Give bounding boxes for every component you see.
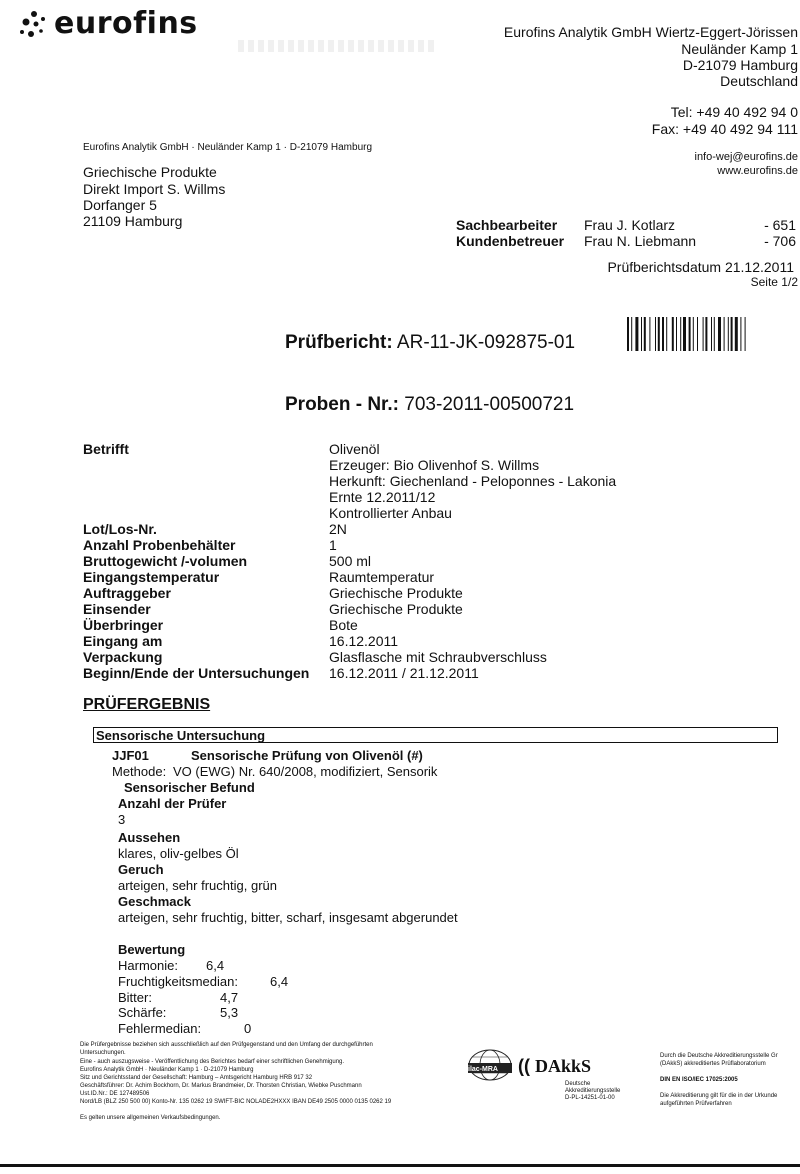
section-box-title: Sensorische Untersuchung bbox=[96, 728, 266, 743]
report-number-value: AR-11-JK-092875-01 bbox=[396, 332, 576, 353]
detail-value: 2N bbox=[329, 521, 347, 537]
recipient-line-2: Direkt Import S. Willms bbox=[83, 181, 226, 197]
sample-number-value: 703-2011-00500721 bbox=[404, 394, 575, 415]
test-code: JJF01 bbox=[112, 748, 149, 763]
bitter-value: 4,7 bbox=[220, 990, 239, 1005]
footer-right-line: aufgeführten Prüfverfahren bbox=[660, 1101, 732, 1107]
footer-line: Eurofins Analytik GmbH · Neuländer Kamp 1 · D-21079 Hamburg bbox=[80, 1067, 254, 1073]
report-number-label: Prüfbericht: bbox=[285, 332, 393, 353]
dakks-line: Deutsche bbox=[565, 1081, 591, 1087]
betrifft-label: Betrifft bbox=[83, 441, 129, 457]
fruchtigkeit-value: 6,4 bbox=[270, 974, 289, 989]
footer-line: Sitz und Gerichtsstand der Gesellschaft: Hamburg – Amtsgericht Hamburg HRB 917 32 bbox=[80, 1075, 313, 1081]
sender-city: D-21079 Hamburg bbox=[682, 57, 798, 73]
report-number bbox=[285, 332, 575, 354]
recipient-line-3: Dorfanger 5 bbox=[83, 197, 157, 213]
fruchtigkeit-label: Fruchtigkeitsmedian: bbox=[118, 974, 238, 989]
footer-line: Untersuchungen. bbox=[80, 1050, 126, 1056]
bewertung-heading: Bewertung bbox=[118, 942, 186, 957]
geruch-value: arteigen, sehr fruchtig, grün bbox=[118, 878, 277, 893]
detail-label: Eingangstemperatur bbox=[83, 569, 220, 585]
fehler-label: Fehlermedian: bbox=[118, 1021, 202, 1036]
schaerfe-label: Schärfe: bbox=[118, 1005, 167, 1020]
detail-label: Bruttogewicht /-volumen bbox=[83, 553, 248, 569]
kundenbetreuer-name: Frau N. Liebmann bbox=[584, 233, 697, 249]
report-date: Prüfberichtsdatum 21.12.2011 bbox=[607, 259, 794, 275]
footer-line: Ust.ID.Nr.: DE 127489506 bbox=[80, 1091, 150, 1097]
geschmack-label: Geschmack bbox=[118, 894, 191, 909]
befund-heading: Sensorischer Befund bbox=[124, 780, 255, 795]
sample-number-label: Proben - Nr.: bbox=[285, 394, 400, 415]
detail-label: Lot/Los-Nr. bbox=[83, 521, 157, 537]
sender-tel: Tel: +49 40 492 94 0 bbox=[670, 104, 798, 120]
betrifft-line: Olivenöl bbox=[329, 441, 380, 457]
sample-number bbox=[285, 394, 574, 416]
detail-value: 500 ml bbox=[329, 553, 372, 569]
sachbearbeiter-name: Frau J. Kotlarz bbox=[584, 217, 676, 233]
dakks-logo bbox=[518, 1056, 591, 1077]
harmonie-label: Harmonie: bbox=[118, 958, 178, 973]
bottom-rule bbox=[0, 1164, 800, 1167]
detail-label: Anzahl Probenbehälter bbox=[83, 537, 236, 553]
betrifft-line: Kontrollierter Anbau bbox=[329, 505, 452, 521]
recipient-line-4: 21109 Hamburg bbox=[83, 213, 183, 229]
method-label: Methode: bbox=[112, 764, 167, 779]
sender-street: Neuländer Kamp 1 bbox=[681, 41, 798, 57]
sachbearbeiter-label: Sachbearbeiter bbox=[456, 217, 558, 233]
dakks-line: D-PL-14251-01-00 bbox=[565, 1095, 615, 1101]
sender-country: Deutschland bbox=[720, 73, 798, 89]
harmonie-value: 6,4 bbox=[206, 958, 225, 973]
detail-value: 16.12.2011 / 21.12.2011 bbox=[329, 665, 479, 681]
detail-value: Bote bbox=[329, 617, 358, 633]
sender-company: Eurofins Analytik GmbH Wiertz-Eggert-Jörissen bbox=[503, 24, 798, 40]
detail-value: 16.12.2011 bbox=[329, 633, 399, 649]
footer-right-iso: DIN EN ISO/IEC 17025:2005 bbox=[660, 1077, 738, 1083]
detail-value: Raumtemperatur bbox=[329, 569, 435, 585]
page-number: Seite 1/2 bbox=[750, 275, 798, 289]
pruefer-label: Anzahl der Prüfer bbox=[118, 796, 227, 811]
detail-label: Einsender bbox=[83, 601, 151, 617]
betrifft-line: Erzeuger: Bio Olivenhof S. Willms bbox=[329, 457, 540, 473]
detail-label: Verpackung bbox=[83, 649, 163, 665]
fehler-value: 0 bbox=[244, 1021, 252, 1036]
detail-label: Auftraggeber bbox=[83, 585, 171, 601]
dakks-wordmark: DAkkS bbox=[535, 1056, 592, 1076]
sender-fax: Fax: +49 40 492 94 111 bbox=[651, 121, 798, 137]
pruefer-value: 3 bbox=[118, 812, 126, 827]
recipient-line-1: Griechische Produkte bbox=[83, 164, 217, 180]
detail-value: Griechische Produkte bbox=[329, 601, 463, 617]
sender-email: info-wej@eurofins.de bbox=[694, 151, 798, 163]
barcode-icon bbox=[627, 317, 785, 351]
test-title-mark: (#) bbox=[407, 748, 423, 763]
test-title bbox=[191, 748, 423, 763]
return-address-line: Eurofins Analytik GmbH · Neuländer Kamp 1 · D-21079 Hamburg bbox=[83, 142, 373, 153]
footer-line: Eine - auch auszugsweise - Veröffentlichung des Berichtes bedarf einer schriftlichen Genehmigung. bbox=[80, 1059, 345, 1065]
method-value: VO (EWG) Nr. 640/2008, modifiziert, Sensorik bbox=[173, 764, 438, 779]
schaerfe-value: 5,3 bbox=[220, 1005, 239, 1020]
scan-artifact bbox=[238, 40, 438, 52]
dakks-line: Akkreditierungsstelle bbox=[565, 1088, 621, 1094]
detail-label: Beginn/Ende der Untersuchungen bbox=[83, 665, 310, 681]
aussehen-value: klares, oliv-gelbes Öl bbox=[118, 846, 239, 861]
logo-wordmark: eurofins bbox=[54, 6, 198, 41]
test-title-text: Sensorische Prüfung von Olivenöl bbox=[191, 748, 404, 763]
ilac-mra-label: ilac-MRA bbox=[468, 1066, 498, 1073]
footer-line: Nord/LB (BLZ 250 500 00) Konto-Nr. 135 0262 19 SWIFT-BIC NOLADE2HXXX IBAN DE49 2505 0000 0135 0262 19 bbox=[80, 1099, 392, 1105]
detail-label: Überbringer bbox=[83, 617, 164, 633]
aussehen-label: Aussehen bbox=[118, 830, 181, 845]
sender-web: www.eurofins.de bbox=[717, 165, 798, 177]
kundenbetreuer-label: Kundenbetreuer bbox=[456, 233, 565, 249]
footer-right-line: Die Akkreditierung gilt für die in der Urkunde bbox=[660, 1093, 778, 1099]
eurofins-logo bbox=[18, 6, 218, 42]
detail-value: 1 bbox=[329, 537, 337, 553]
betrifft-line: Herkunft: Giechenland - Peloponnes - Lakonia bbox=[329, 473, 617, 489]
result-heading: PRÜFERGEBNIS bbox=[83, 696, 211, 713]
footer-right-line: Durch die Deutsche Akkreditierungsstelle Gr bbox=[660, 1053, 778, 1059]
footer-right-line: (DAkkS) akkreditiertes Prüflaboratorium bbox=[660, 1061, 766, 1067]
eurofins-dots-logo-icon bbox=[18, 10, 48, 40]
dakks-bracket-icon: (( bbox=[518, 1056, 530, 1076]
detail-value: Glasflasche mit Schraubverschluss bbox=[329, 649, 547, 665]
bitter-label: Bitter: bbox=[118, 990, 152, 1005]
sachbearbeiter-ext: - 651 bbox=[764, 217, 796, 233]
footer-line: Die Prüfergebnisse beziehen sich ausschließlich auf den Prüfgegenstand und den Umfang der durchgeführten bbox=[80, 1042, 373, 1048]
footer-line: Geschäftsführer: Dr. Achim Bockhorn, Dr. Markus Brandmeier, Dr. Thorsten Christian, Wiebke Puschmann bbox=[80, 1083, 362, 1089]
section-box bbox=[93, 727, 778, 743]
detail-label: Eingang am bbox=[83, 633, 163, 649]
kundenbetreuer-ext: - 706 bbox=[764, 233, 796, 249]
geschmack-value: arteigen, sehr fruchtig, bitter, scharf, insgesamt abgerundet bbox=[118, 910, 458, 925]
detail-value: Griechische Produkte bbox=[329, 585, 463, 601]
geruch-label: Geruch bbox=[118, 862, 164, 877]
footer-line: Es gelten unsere allgemeinen Verkaufsbedingungen. bbox=[80, 1115, 221, 1121]
betrifft-line: Ernte 12.2011/12 bbox=[329, 489, 436, 505]
